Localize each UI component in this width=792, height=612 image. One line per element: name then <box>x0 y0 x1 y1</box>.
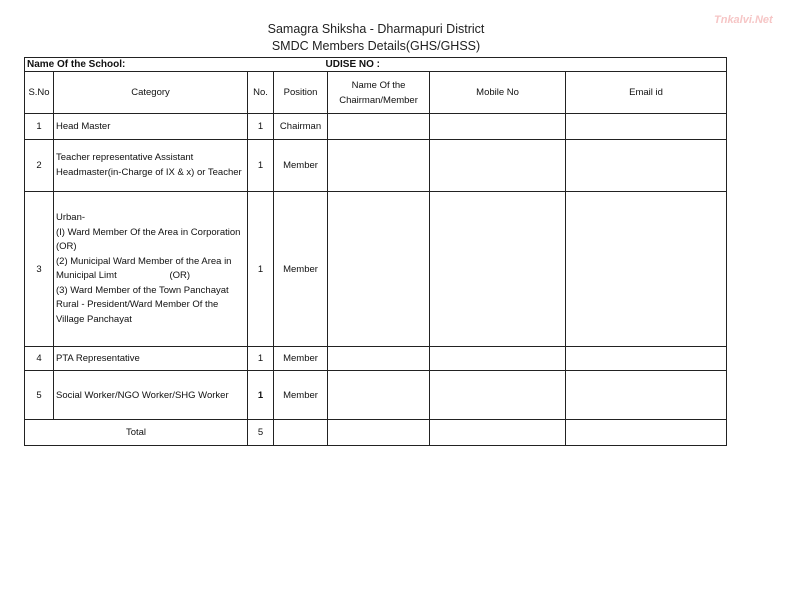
empty-cell <box>328 420 430 446</box>
name-input-cell[interactable] <box>328 347 430 371</box>
position-cell: Member <box>274 192 328 347</box>
school-name-label: Name Of the School: <box>25 58 328 72</box>
name-input-cell[interactable] <box>328 140 430 192</box>
smdc-members-table <box>24 57 727 446</box>
header-category: Category <box>54 72 248 114</box>
header-row <box>25 72 727 114</box>
category-cell: Teacher representative Assistant Headmaster(in-Charge of IX & x) or Teacher <box>54 140 248 192</box>
no-cell: 1 <box>248 140 274 192</box>
category-line: (2) Municipal Ward Member of the Area in Municipal Limt (OR) <box>56 255 235 281</box>
header-email: Email id <box>566 72 727 114</box>
udise-label: UDISE NO : <box>325 59 380 70</box>
total-value: 5 <box>248 420 274 446</box>
category-line: (I) Ward Member Of the Area in Corporation <box>56 226 241 238</box>
email-input-cell[interactable] <box>566 140 727 192</box>
category-cell: Head Master <box>54 114 248 140</box>
category-cell: Social Worker/NGO Worker/SHG Worker <box>54 371 248 420</box>
no-cell: 1 <box>248 371 274 420</box>
table-row <box>25 347 727 371</box>
sno-cell: 5 <box>25 371 54 420</box>
name-input-cell[interactable] <box>328 371 430 420</box>
table-row <box>25 192 727 347</box>
empty-cell <box>566 420 727 446</box>
mobile-input-cell[interactable] <box>430 371 566 420</box>
sno-cell: 4 <box>25 347 54 371</box>
no-cell: 1 <box>248 347 274 371</box>
document-subtitle: SMDC Members Details(GHS/GHSS) <box>271 39 481 53</box>
table-row <box>25 371 727 420</box>
total-row <box>25 420 727 446</box>
mobile-input-cell[interactable] <box>430 192 566 347</box>
table-row <box>25 140 727 192</box>
category-cell: PTA Representative <box>54 347 248 371</box>
empty-cell <box>430 420 566 446</box>
school-info-row <box>25 58 727 72</box>
header-sno: S.No <box>25 72 54 114</box>
mobile-input-cell[interactable] <box>430 347 566 371</box>
watermark: Tnkalvi.Net <box>714 14 773 26</box>
email-input-cell[interactable] <box>566 371 727 420</box>
position-cell: Member <box>274 347 328 371</box>
email-input-cell[interactable] <box>566 347 727 371</box>
header-no: No. <box>248 72 274 114</box>
sno-cell: 3 <box>25 192 54 347</box>
category-line: (OR) <box>56 241 77 252</box>
header-position: Position <box>274 72 328 114</box>
no-cell: 1 <box>248 192 274 347</box>
document-title: Samagra Shiksha - Dharmapuri District <box>267 22 485 36</box>
no-cell: 1 <box>248 114 274 140</box>
position-cell: Chairman <box>274 114 328 140</box>
sno-cell: 2 <box>25 140 54 192</box>
email-input-cell[interactable] <box>566 192 727 347</box>
mobile-input-cell[interactable] <box>430 114 566 140</box>
category-cell <box>54 192 248 347</box>
name-input-cell[interactable] <box>328 114 430 140</box>
table-row <box>25 114 727 140</box>
header-name: Name Of the Chairman/Member <box>328 72 430 114</box>
total-label: Total <box>25 420 248 446</box>
position-cell: Member <box>274 371 328 420</box>
header-mobile: Mobile No <box>430 72 566 114</box>
mobile-input-cell[interactable] <box>430 140 566 192</box>
email-input-cell[interactable] <box>566 114 727 140</box>
empty-cell <box>274 420 328 446</box>
category-line: Urban- <box>56 212 86 223</box>
name-input-cell[interactable] <box>328 192 430 347</box>
sno-cell: 1 <box>25 114 54 140</box>
category-line: (3) Ward Member of the Town Panchayat Rural - President/Ward Member Of the Village Panchayat <box>56 284 229 325</box>
udise-label-cell <box>325 58 727 72</box>
position-cell: Member <box>274 140 328 192</box>
